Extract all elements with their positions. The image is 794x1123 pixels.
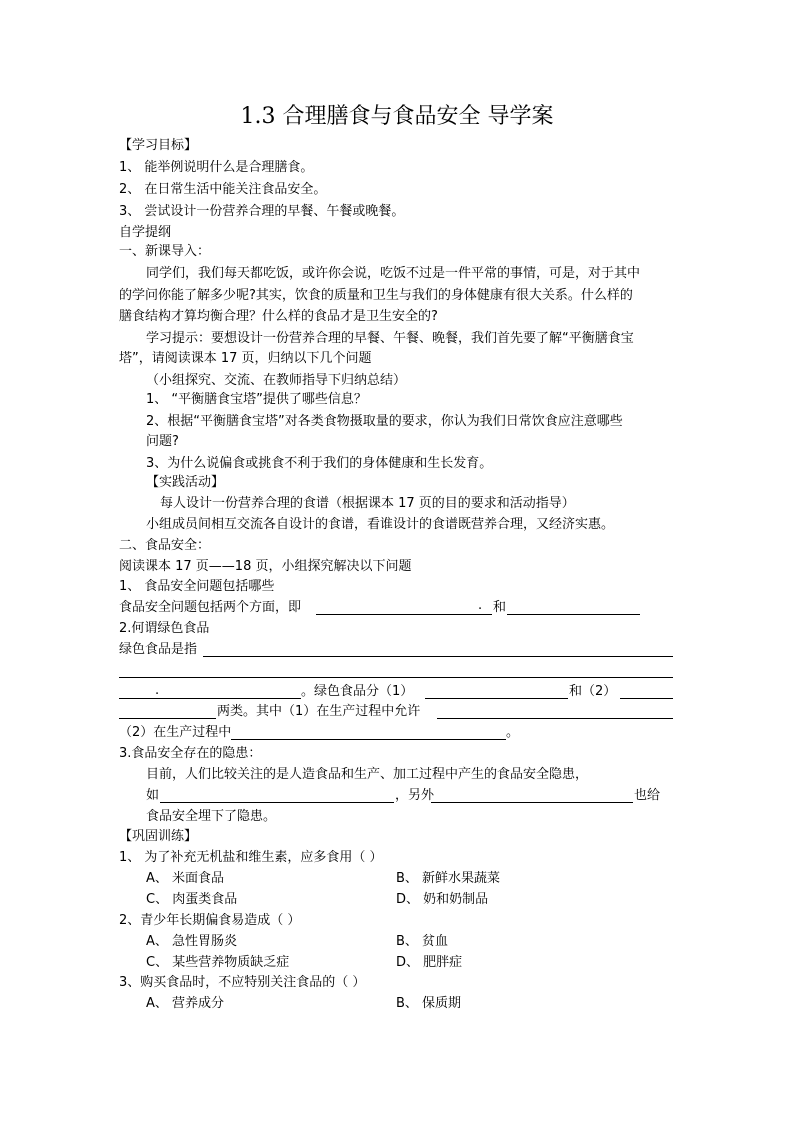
question-text: 。绿色食品分（1） xyxy=(301,684,414,699)
exercises-heading: 【巩固训练】 xyxy=(119,829,198,844)
question: 1、 “平衡膳食宝塔”提供了哪些信息？ xyxy=(146,392,367,407)
question-text: （2）在生产过程中 xyxy=(119,725,232,740)
option-c[interactable]: C、 肉蛋类食品 xyxy=(146,892,238,907)
option-d[interactable]: D、 奶和奶制品 xyxy=(396,892,489,907)
intro-text: 膳食结构才算均衡合理？什么样的食品才是卫生安全的? xyxy=(119,309,438,324)
answer-blank[interactable] xyxy=(203,656,673,657)
question-text: 两类。其中（1）在生产过程中允许 xyxy=(217,704,421,719)
answer-blank[interactable] xyxy=(119,718,216,719)
objective-item: 1、 能举例说明什么是合理膳食。 xyxy=(119,160,314,175)
answer-blank[interactable] xyxy=(119,698,301,699)
section-heading: 一、新课导入： xyxy=(119,244,211,259)
answer-blank[interactable] xyxy=(620,698,673,699)
question-text: ，另外 xyxy=(395,788,435,803)
group-note: （小组探究、交流、在教师指导下归纳总结） xyxy=(146,373,407,388)
page-title: 1.3 合理膳食与食品安全 导学案 xyxy=(240,104,554,129)
answer-blank[interactable] xyxy=(231,739,506,740)
answer-blank[interactable] xyxy=(160,802,394,803)
question-text: 也给 xyxy=(634,788,661,803)
answer-blank[interactable] xyxy=(507,614,640,615)
question: 2、根据“平衡膳食宝塔”对各类食物摄取量的要求，你认为我们日常饮食应注意哪些 xyxy=(146,414,623,429)
option-a[interactable]: A、 米面食品 xyxy=(146,871,225,886)
question: 2.何谓绿色食品 xyxy=(119,621,210,636)
option-c[interactable]: C、 某些营养物质缺乏症 xyxy=(146,955,290,970)
outline-heading: 自学提纲 xyxy=(119,225,172,240)
question-text: 和 xyxy=(493,600,507,615)
answer-blank[interactable] xyxy=(119,677,673,678)
objectives-heading: 【学习目标】 xyxy=(119,138,198,153)
question-text: 和（2） xyxy=(569,684,617,699)
option-b[interactable]: B、 贫血 xyxy=(396,934,449,949)
question-text: 绿色食品是指 xyxy=(119,642,198,657)
hint-text: 塔”，请阅读课本 17 页，归纳以下几个问题 xyxy=(119,351,372,366)
question-text: 目前，人们比较关注的是人造食品和生产、加工过程中产生的食品安全隐患， xyxy=(146,767,589,782)
question-text: 如 xyxy=(146,788,160,803)
practice-heading: 【实践活动】 xyxy=(146,475,225,490)
exercise-question: 3、购买食品时，不应特别关注食品的（ ） xyxy=(119,975,366,990)
option-b[interactable]: B、 新鲜水果蔬菜 xyxy=(396,871,501,886)
exercise-question: 1、 为了补充无机盐和维生素，应多食用（ ） xyxy=(119,850,383,865)
option-b[interactable]: B、 保质期 xyxy=(396,996,462,1011)
answer-blank[interactable] xyxy=(437,718,673,719)
punctuation: . xyxy=(155,683,160,698)
answer-blank[interactable] xyxy=(316,614,492,615)
punctuation: . xyxy=(478,598,483,613)
question: 3、为什么说偏食或挑食不利于我们的身体健康和生长发育。 xyxy=(146,456,493,471)
answer-blank[interactable] xyxy=(431,802,633,803)
objective-item: 3、 尝试设计一份营养合理的早餐、午餐或晚餐。 xyxy=(119,204,405,219)
practice-text: 每人设计一份营养合理的食谱（根据课本 17 页的目的要求和活动指导） xyxy=(160,496,575,511)
answer-blank[interactable] xyxy=(425,698,568,699)
punctuation: 。 xyxy=(506,725,520,740)
section-heading: 二、食品安全： xyxy=(119,538,211,553)
practice-text: 小组成员间相互交流各自设计的食谱，看谁设计的食谱既营养合理，又经济实惠。 xyxy=(146,517,615,532)
option-d[interactable]: D、 肥胖症 xyxy=(396,955,463,970)
exercise-question: 2、青少年长期偏食易造成（ ） xyxy=(119,913,301,928)
question: 1、 食品安全问题包括哪些 xyxy=(119,579,275,594)
intro-text: 的学问你能了解多少呢?其实，饮食的质量和卫生与我们的身体健康有很大关系。什么样的 xyxy=(119,288,633,303)
option-a[interactable]: A、 急性胃肠炎 xyxy=(146,934,238,949)
question: 问题? xyxy=(146,434,179,449)
hint-text: 学习提示：要想设计一份营养合理的早餐、午餐、晚餐，我们首先要了解“平衡膳食宝 xyxy=(146,331,634,346)
reading-note: 阅读课本 17 页——18 页，小组探究解决以下问题 xyxy=(119,559,412,574)
option-a[interactable]: A、 营养成分 xyxy=(146,996,225,1011)
objective-item: 2、 在日常生活中能关注食品安全。 xyxy=(119,182,327,197)
question-text: 食品安全埋下了隐患。 xyxy=(146,809,277,824)
question: 3.食品安全存在的隐患： xyxy=(119,746,262,761)
intro-text: 同学们，我们每天都吃饭，或许你会说，吃饭不过是一件平常的事情，可是，对于其中 xyxy=(146,266,641,281)
question-text: 食品安全问题包括两个方面，即 xyxy=(119,600,302,615)
